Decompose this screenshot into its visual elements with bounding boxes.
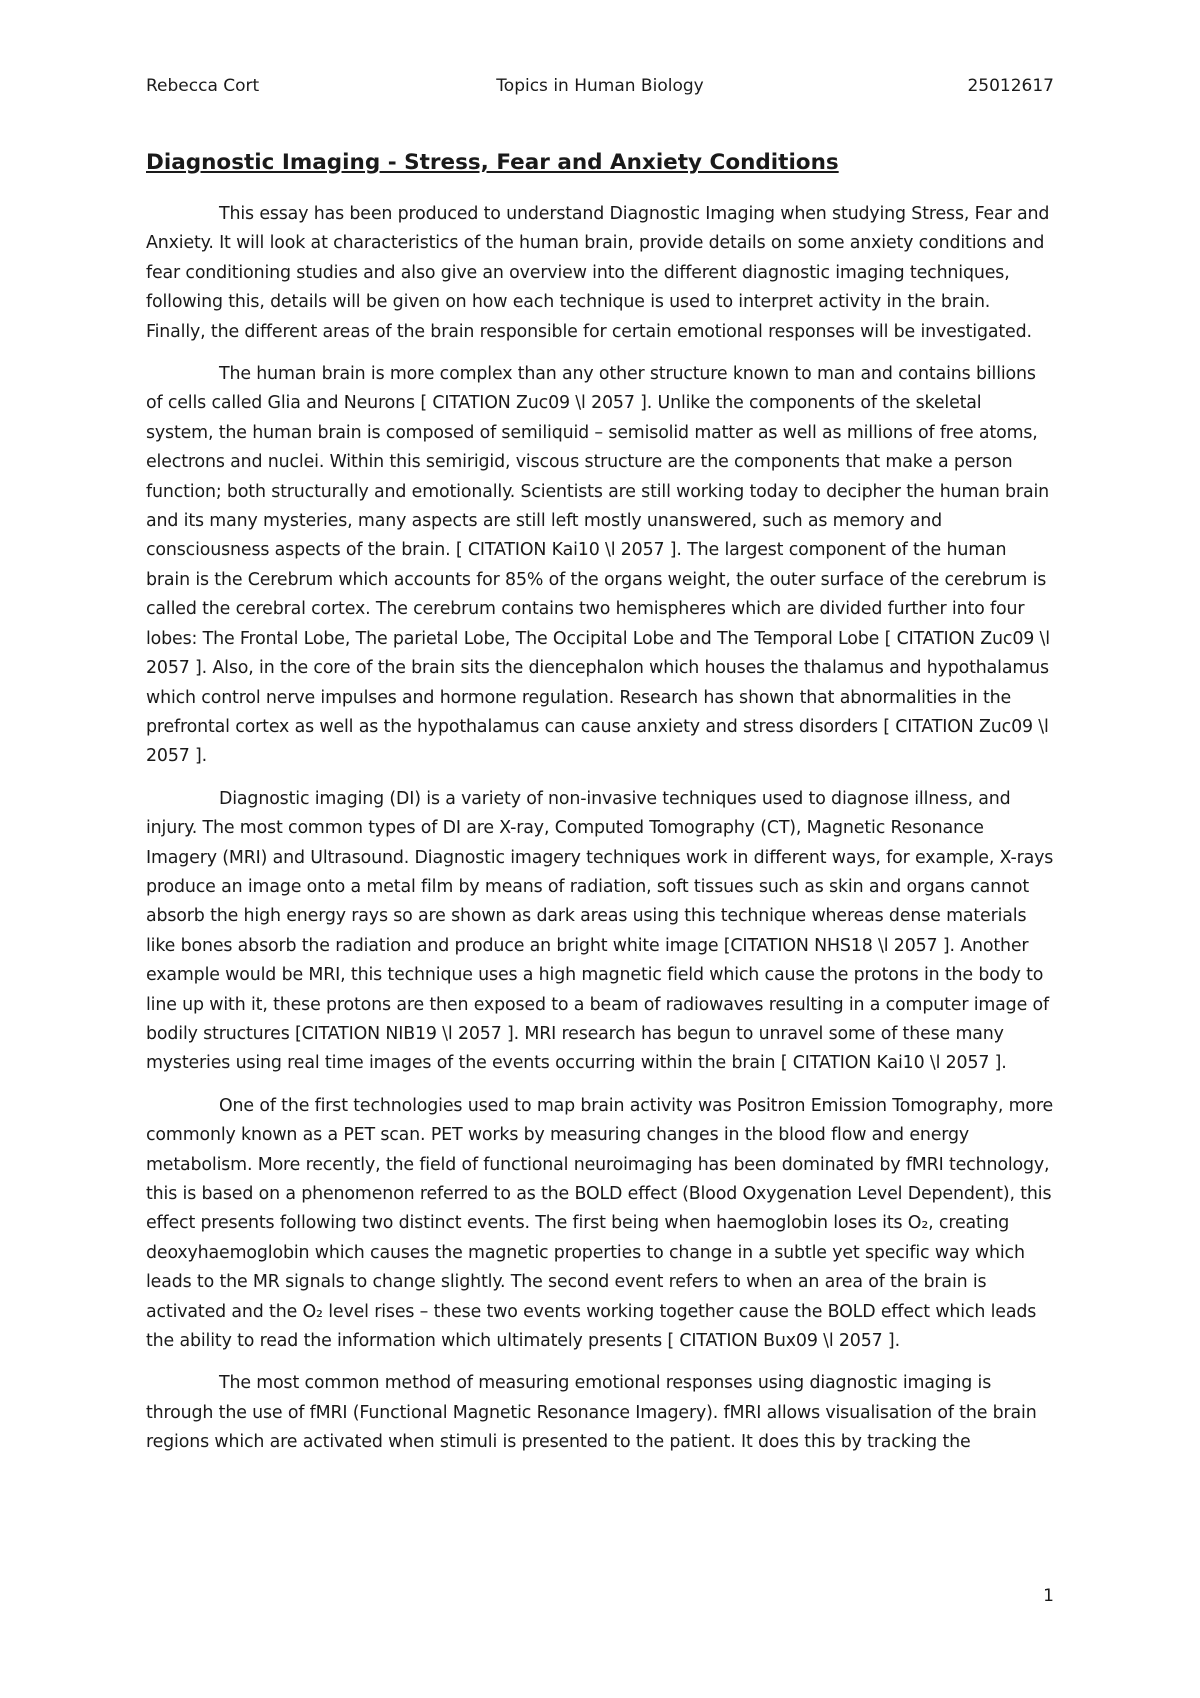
paragraph-pet-fmri: One of the first technologies used to map brain activity was Positron Emission Tomography, more commonly known as a PET scan. PET works by measuring changes in the blood flow and energy metabolism. More recently, the field of functional neuroimaging has been dominated by fMRI technology, this is based on a phenomenon referred to as the BOLD effect (Blood Oxygenation Level Dependent), this effect presents following two distinct events. The first being when haemoglobin loses its O₂, creating deoxyhaemoglobin which causes the magnetic properties to change in a subtle yet specific way which leads to the MR signals to change slightly. The second event refers to when an area of the brain is activated and the O₂ level rises – these two events working together cause the BOLD effect which leads the ability to read the information which ultimately presents [ CITATION Bux09 \l 2057 ]. xyxy=(146,1095,1054,1352)
header-course: Topics in Human Biology xyxy=(496,76,704,96)
essay-title: Diagnostic Imaging - Stress, Fear and Anxiety Conditions xyxy=(146,150,839,175)
paragraph-intro: This essay has been produced to understand Diagnostic Imaging when studying Stress, Fear and Anxiety. It will look at characteristics of the human brain, provide details on some anxiety conditions and fear conditioning studies and also give an overview into the different diagnostic imaging techniques, following this, details will be given on how each technique is used to interpret activity in the brain. Finally, the different areas of the brain responsible for certain emotional responses will be investigated. xyxy=(146,204,1050,342)
page-number: 1 xyxy=(1043,1586,1054,1606)
paragraph-human-brain: The human brain is more complex than any other structure known to man and contains billions of cells called Glia and Neurons [ CITATION Zuc09 \l 2057 ]. Unlike the components of the skeletal system, the human brain is composed of semiliquid – semisolid matter as well as millions of free atoms, electrons and nuclei. Within this semirigid, viscous structure are the components that make a person function; both structurally and emotionally. Scientists are still working today to decipher the human brain and its many mysteries, many aspects are still left mostly unanswered, such as memory and consciousness aspects of the brain. [ CITATION Kai10 \l 2057 ]. The largest component of the human brain is the Cerebrum which accounts for 85% of the organs weight, the outer surface of the cerebrum is called the cerebral cortex. The cerebrum contains two hemispheres which are divided further into four lobes: The Frontal Lobe, The parietal Lobe, The Occipital Lobe and The Temporal Lobe [ CITATION Zuc09 \l 2057 ]. Also, in the core of the brain sits the diencephalon which houses the thalamus and hypothalamus which control nerve impulses and hormone regulation. Research has shown that abnormalities in the prefrontal cortex as well as the hypothalamus can cause anxiety and stress disorders [ CITATION Zuc09 \l 2057 ]. xyxy=(146,364,1050,767)
header-author: Rebecca Cort xyxy=(146,76,260,96)
essay-body xyxy=(146,200,1054,1471)
page-header xyxy=(146,76,1054,102)
header-student-id: 25012617 xyxy=(967,76,1054,96)
paragraph-emotional-responses: The most common method of measuring emotional responses using diagnostic imaging is through the use of fMRI (Functional Magnetic Resonance Imagery). fMRI allows visualisation of the brain regions which are activated when stimuli is presented to the patient. It does this by tracking the xyxy=(146,1373,1037,1453)
paragraph-diagnostic-imaging: Diagnostic imaging (DI) is a variety of non-invasive techniques used to diagnose illness, and injury. The most common types of DI are X-ray, Computed Tomography (CT), Magnetic Resonance Imagery (MRI) and Ultrasound. Diagnostic imagery techniques work in different ways, for example, X-rays produce an image onto a metal film by means of radiation, soft tissues such as skin and organs cannot absorb the high energy rays so are shown as dark areas using this technique whereas dense materials like bones absorb the radiation and produce an bright white image [CITATION NHS18 \l 2057 ]. Another example would be MRI, this technique uses a high magnetic field which cause the protons in the body to line up with it, these protons are then exposed to a beam of radiowaves resulting in a computer image of bodily structures [CITATION NIB19 \l 2057 ]. MRI research has begun to unravel some of these many mysteries using real time images of the events occurring within the brain [ CITATION Kai10 \l 2057 ]. xyxy=(146,788,1054,1074)
